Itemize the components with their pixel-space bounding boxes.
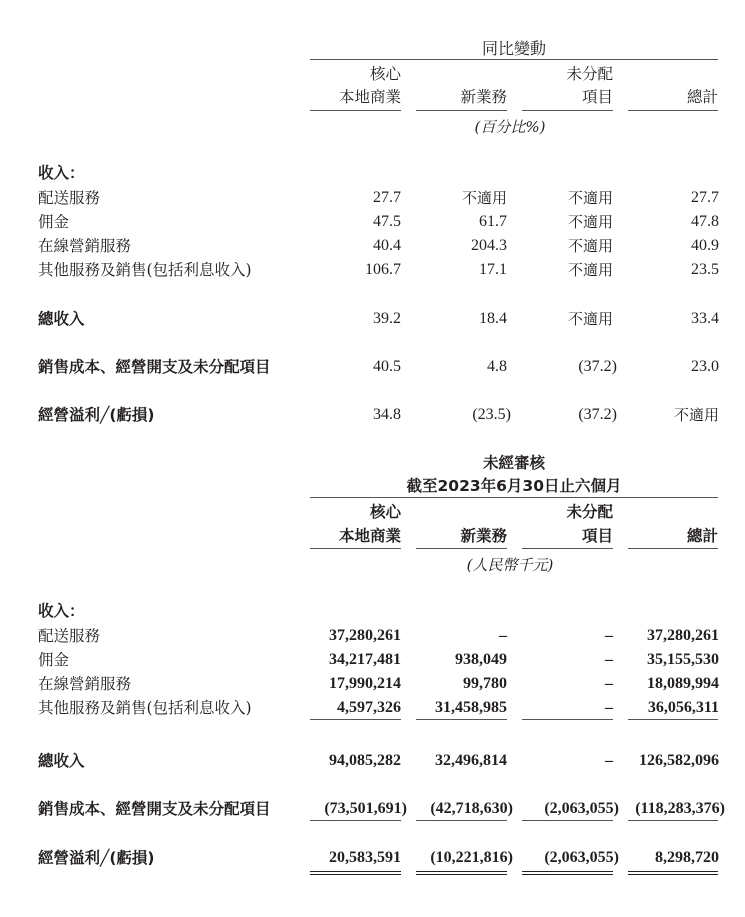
cell: (37.2) [578,358,617,375]
cell: 33.4 [691,310,719,327]
col-header-unalloc-line1: 未分配 [566,503,613,521]
cell: – [605,699,613,716]
cell: 34.8 [373,406,401,423]
col-rule [522,548,613,549]
col-rule [310,110,401,111]
costs-label: 銷售成本、經營開支及未分配項目 [38,358,271,376]
cell: 126,582,096 [639,752,719,769]
cell: 不適用 [461,189,507,207]
cell: 37,280,261 [329,627,401,644]
subtotal-rule [628,719,718,720]
cell: 不適用 [567,213,613,231]
header-rule [310,59,718,60]
total-revenue-label: 總收入 [38,752,85,770]
subtotal-rule [416,719,507,720]
cell: 204.3 [471,237,507,254]
col-header-new-line2: 新業務 [460,88,507,106]
col-rule [416,548,507,549]
section-label-revenue: 收入： [38,164,85,182]
col-header-total-line2: 總計 [686,527,718,545]
double-rule [522,871,613,875]
cell: (23.5) [472,406,511,423]
col-rule [522,110,613,111]
cell: 4.8 [487,358,507,375]
cell: 35,155,530 [647,651,719,668]
cell: 47.5 [373,213,401,230]
row-label: 佣金 [38,213,70,231]
col-header-new-line2: 新業務 [460,527,507,545]
col-header-unalloc-line2: 項目 [581,88,613,106]
group-header: 同比變動 [481,39,546,58]
cell: – [499,627,507,644]
cell: (73,501,691) [324,800,407,817]
operating-profit-label: 經營溢利╱(虧損) [38,849,155,867]
col-rule [628,548,718,549]
cell: 94,085,282 [329,752,401,769]
cell: 18,089,994 [647,675,719,692]
cell: 23.5 [691,261,719,278]
subtotal-rule [310,820,401,821]
subtotal-rule [628,820,718,821]
cell: 23.0 [691,358,719,375]
cell: 32,496,814 [435,752,507,769]
cell: – [605,651,613,668]
subtotal-rule [416,820,507,821]
cell: 20,583,591 [329,849,401,866]
cell: 47.8 [691,213,719,230]
double-rule [310,871,401,875]
cell: 31,458,985 [435,699,507,716]
cell: – [605,627,613,644]
col-header-unalloc-line1: 未分配 [566,65,613,83]
cell: 18.4 [479,310,507,327]
col-header-core-line2: 本地商業 [338,88,401,106]
cell: (2,063,055) [544,800,619,817]
cell: 不適用 [567,261,613,279]
cell: 40.9 [691,237,719,254]
cell: 不適用 [567,189,613,207]
cell: – [605,752,613,769]
cell: 17.1 [479,261,507,278]
cell: 27.7 [373,189,401,206]
cell: 4,597,326 [337,699,401,716]
row-label: 其他服務及銷售(包括利息收入) [38,261,252,279]
row-label: 佣金 [38,651,70,669]
double-rule [416,871,507,875]
col-rule [310,548,401,549]
audit-header: 未經審核 [482,454,545,472]
cell: 39.2 [373,310,401,327]
section-label-revenue: 收入： [38,602,85,620]
cell: 不適用 [673,406,719,424]
header-rule [310,497,718,498]
unit-label: (百分比%) [474,118,546,136]
cell: 61.7 [479,213,507,230]
cell: 99,780 [463,675,507,692]
cell: 37,280,261 [647,627,719,644]
costs-label: 銷售成本、經營開支及未分配項目 [38,800,271,818]
cell: 40.4 [373,237,401,254]
subtotal-rule [310,719,401,720]
cell: – [605,675,613,692]
row-label: 在線營銷服務 [38,237,132,255]
col-header-core-line2: 本地商業 [338,527,401,545]
cell: 不適用 [567,310,613,328]
cell: 8,298,720 [655,849,719,866]
col-header-total-line2: 總計 [686,88,718,106]
col-header-core-line1: 核心 [369,503,401,521]
cell: (37.2) [578,406,617,423]
total-revenue-label: 總收入 [38,310,85,328]
operating-profit-label: 經營溢利╱(虧損) [38,406,155,424]
cell: (10,221,816) [430,849,513,866]
cell: 938,049 [455,651,507,668]
cell: 27.7 [691,189,719,206]
cell: (118,283,376) [635,800,725,817]
row-label: 其他服務及銷售(包括利息收入) [38,699,252,717]
row-label: 在線營銷服務 [38,675,132,693]
cell: 17,990,214 [329,675,401,692]
subtotal-rule [522,820,613,821]
unit-label: (人民幣千元) [466,556,554,574]
double-rule [628,871,718,875]
col-rule [628,110,718,111]
cell: 34,217,481 [329,651,401,668]
cell: (2,063,055) [544,849,619,866]
row-label: 配送服務 [38,189,101,207]
subtotal-rule [522,719,613,720]
col-header-core-line1: 核心 [369,65,401,83]
cell: 36,056,311 [647,699,719,716]
col-rule [416,110,507,111]
cell: (42,718,630) [430,800,513,817]
col-header-unalloc-line2: 項目 [581,527,613,545]
row-label: 配送服務 [38,627,101,645]
cell: 不適用 [567,237,613,255]
cell: 106.7 [365,261,401,278]
cell: 40.5 [373,358,401,375]
period-header: 截至2023年6月30日止六個月 [406,477,622,495]
